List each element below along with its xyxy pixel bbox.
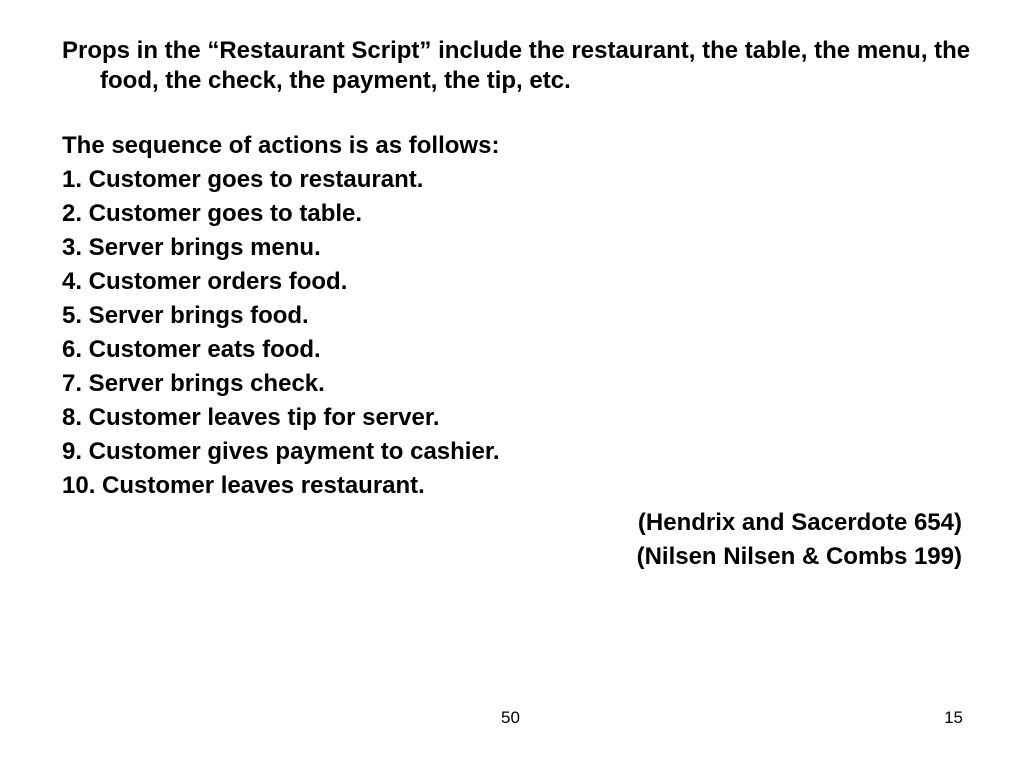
list-item: 10. Customer leaves restaurant. bbox=[62, 472, 425, 499]
list-item: 6. Customer eats food. bbox=[62, 336, 321, 363]
citation: (Hendrix and Sacerdote 654) bbox=[637, 509, 962, 536]
citations bbox=[637, 506, 962, 574]
list-item: 1. Customer goes to restaurant. bbox=[62, 166, 424, 193]
list-item: 5. Server brings food. bbox=[62, 302, 309, 329]
sequence-heading: The sequence of actions is as follows: bbox=[62, 132, 500, 159]
list-item: 9. Customer gives payment to cashier. bbox=[62, 438, 500, 465]
citation: (Nilsen Nilsen & Combs 199) bbox=[636, 543, 962, 570]
intro-paragraph: Props in the “Restaurant Script” include the restaurant, the table, the menu, the food, the check, the payment, the tip, etc. bbox=[62, 37, 971, 94]
list-item: 2. Customer goes to table. bbox=[62, 200, 363, 227]
footer-center-number: 50 bbox=[501, 708, 520, 727]
sequence-list bbox=[62, 129, 962, 503]
list-item: 4. Customer orders food. bbox=[62, 268, 348, 295]
list-item: 8. Customer leaves tip for server. bbox=[62, 404, 440, 431]
list-item: 7. Server brings check. bbox=[62, 370, 325, 397]
list-item: 3. Server brings menu. bbox=[62, 234, 321, 261]
page-number: 15 bbox=[944, 708, 963, 727]
